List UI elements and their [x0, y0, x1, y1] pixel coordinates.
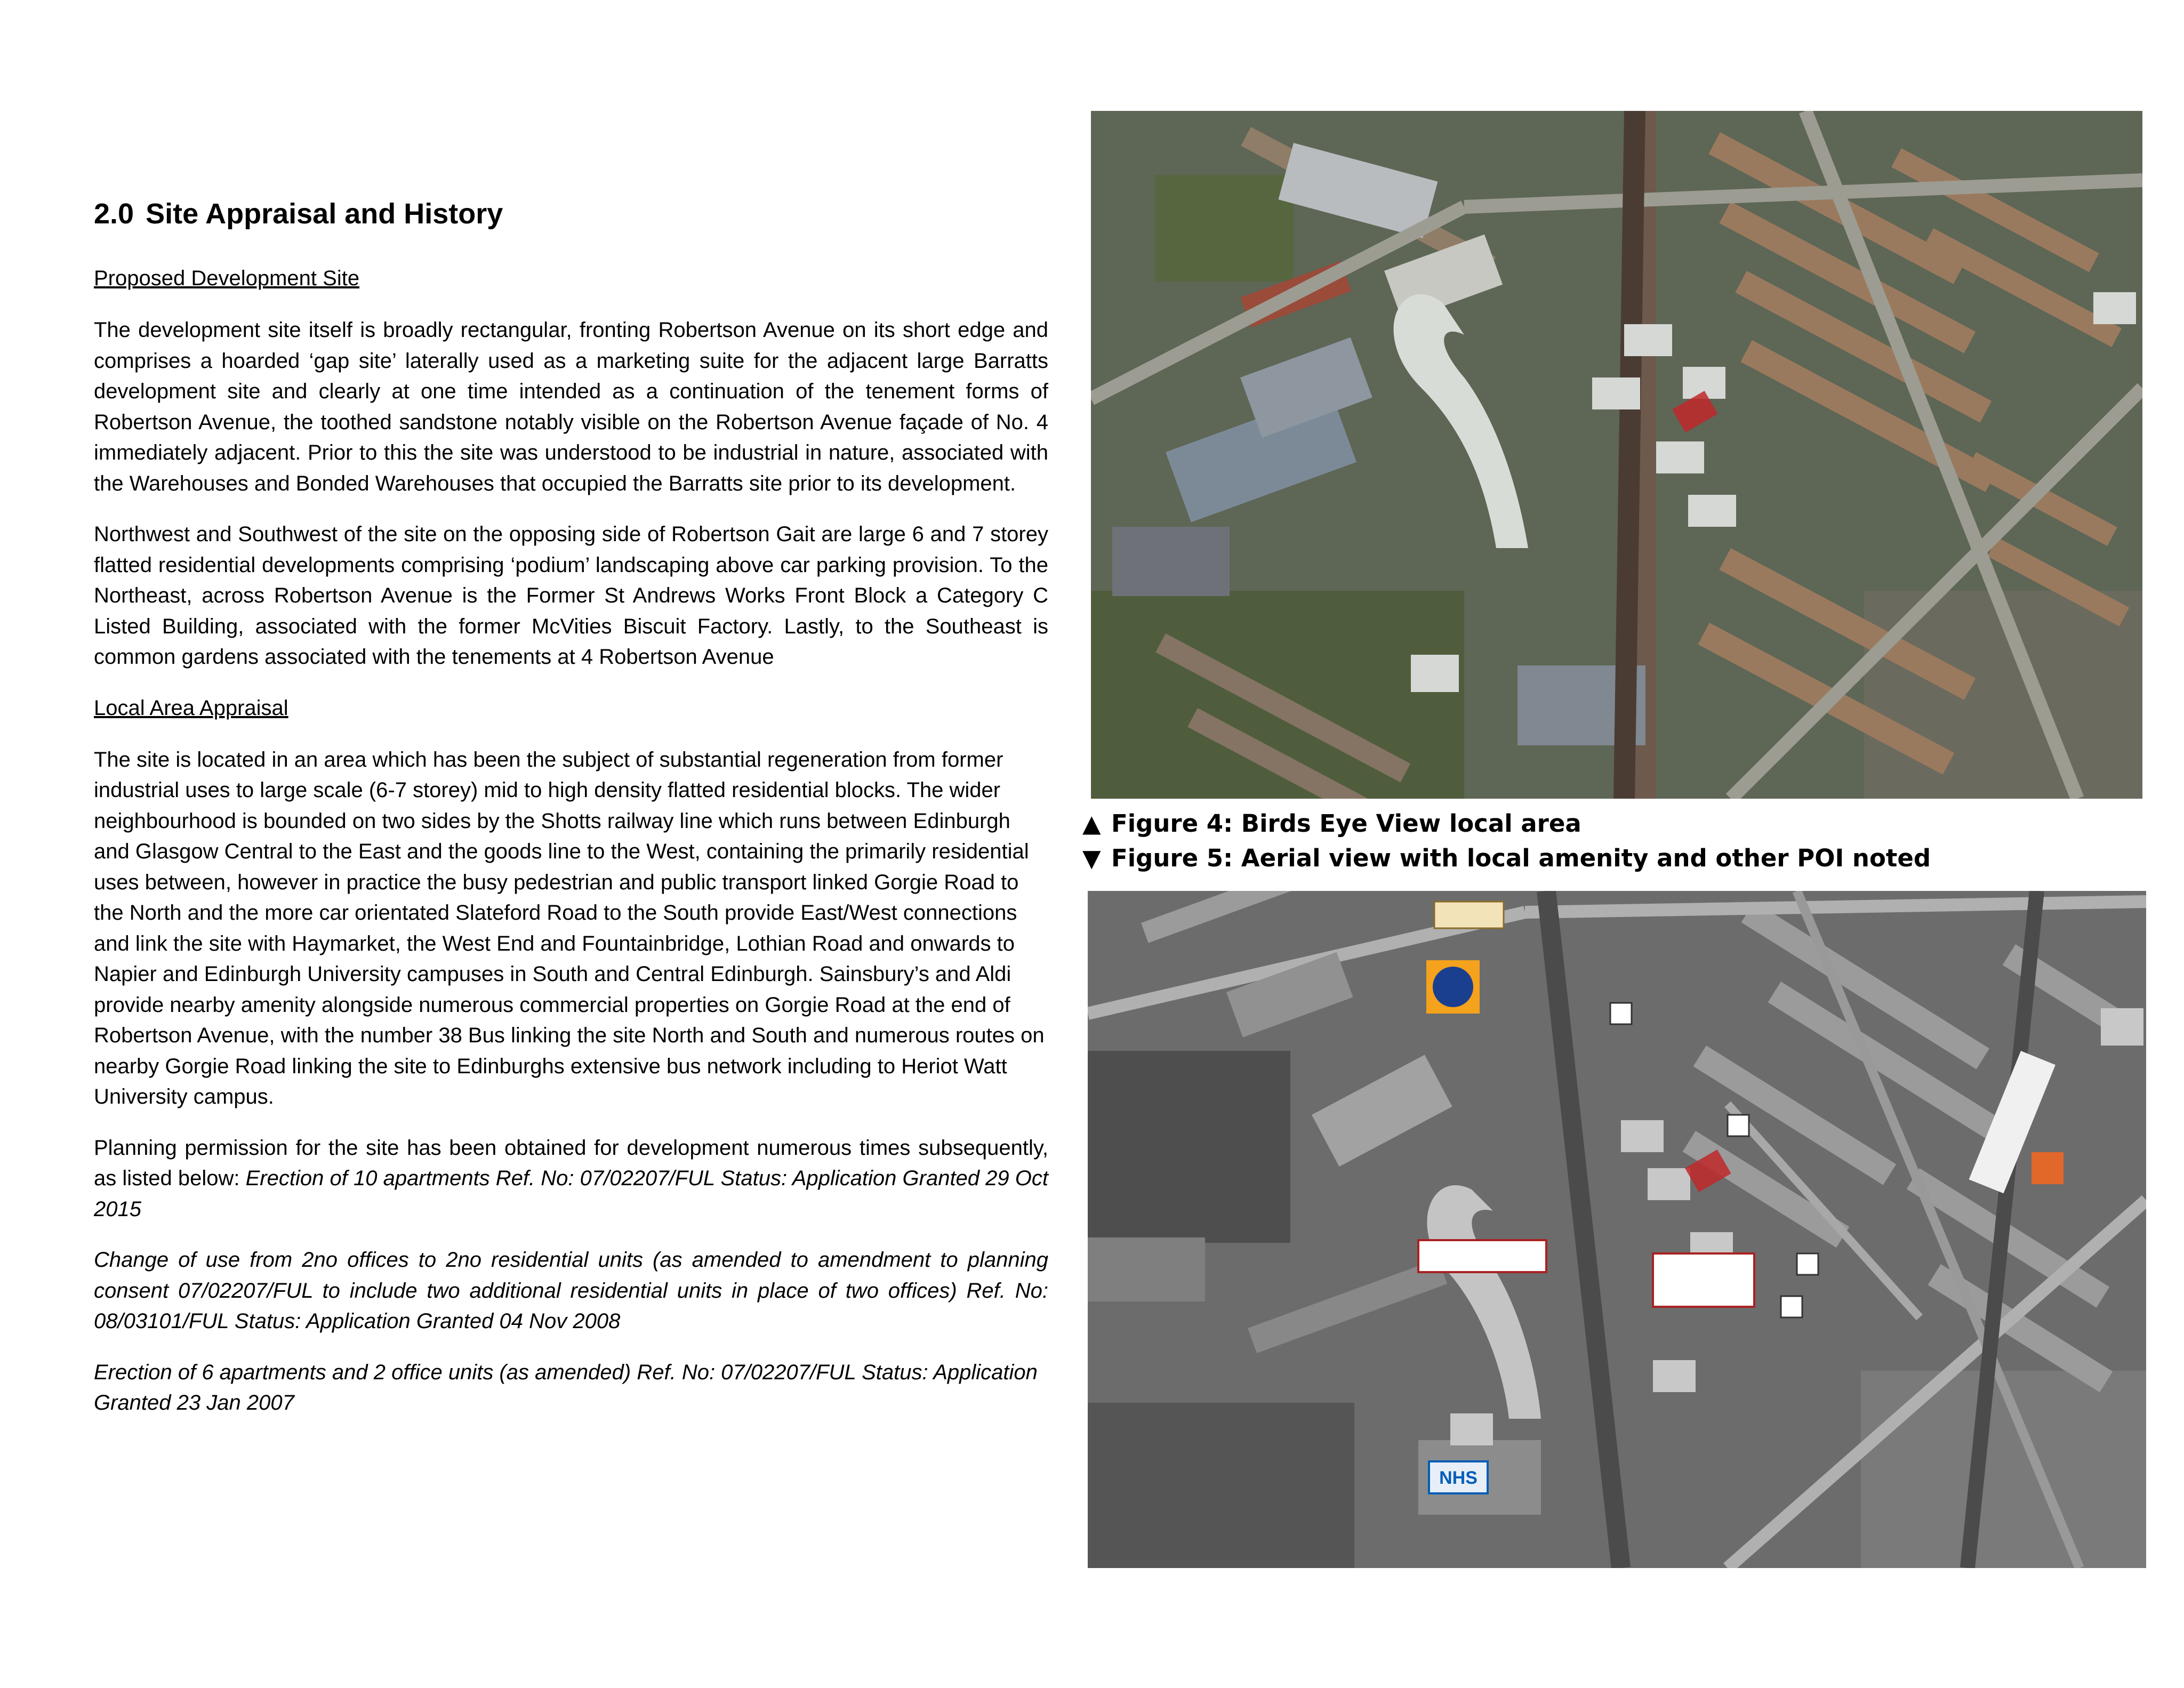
poi-label-box [1653, 1253, 1754, 1307]
triangle-down-icon: ▼ [1082, 844, 1101, 872]
text-column [94, 197, 1048, 1439]
figure-5-caption [1082, 844, 1931, 872]
aerial-photo-greyscale [1088, 891, 2146, 1568]
section-title: Site Appraisal and History [146, 198, 503, 230]
figure-4-caption-text: Figure 4: Birds Eye View local area [1111, 809, 1581, 838]
section-number: 2.0 [94, 198, 134, 230]
bus-stop-icon [1797, 1253, 1818, 1275]
paragraph-site-surroundings: Northwest and Southwest of the site on the opposing side of Robertson Gait are large 6 and 7 storey flatted residential developments comprising ‘podium’ landscaping above car parking provision. To the Northeast, across Robertson Avenue is the Former St Andrews Works Front Block a Category C Listed Building, associated with the former McVities Biscuit Factory. Lastly, to the Southeast is common gardens associated with the tenements at 4 Robertson Avenue [94, 523, 1048, 669]
nhs-label: NHS [1439, 1468, 1478, 1488]
bus-stop-icon [1781, 1296, 1802, 1317]
paragraph-site-description: The development site itself is broadly rectangular, fronting Robertson Avenue on its short edge and comprises a hoarded ‘gap site’ laterally used as a marketing suite for the adjacent large Barratts development site and clearly at one time intended as a continuation of the tenement forms of Robertson Avenue, the toothed sandstone notably visible on the Robertson Avenue façade of No. 4 immediately adjacent. Prior to this the site was understood to be industrial in nature, associated with the Warehouses and Bonded Warehouses that occupied the Barratts site prior to its development. [94, 318, 1048, 495]
subheading-proposed-site: Proposed Development Site [94, 267, 360, 290]
national-rail-icon [2032, 1152, 2063, 1184]
bus-stop-icon [1610, 1003, 1632, 1024]
paragraph-planning-permission [94, 1133, 1048, 1225]
figure-4-caption [1082, 809, 1581, 838]
subheading-local-area: Local Area Appraisal [94, 696, 288, 720]
triangle-up-icon: ▲ [1082, 809, 1101, 838]
planning-application-2: Change of use from 2no offices to 2no residential units (as amended to amendment to planning consent 07/02207/FUL to include two additional residential units in place of two offices) Ref. No: 08/03101/FUL Status: Application Granted 04 Nov 2008 [94, 1248, 1048, 1333]
planning-application-1: Erection of 10 apartments Ref. No: 07/02207/FUL Status: Application Granted 29 Oct 2015 [94, 1167, 1049, 1221]
figure-4-birds-eye-image [1091, 111, 2142, 799]
bus-stop-icon [1728, 1115, 1749, 1136]
paragraph-local-area: The site is located in an area which has been the subject of substantial regeneration from former industrial uses to large scale (6-7 storey) mid to high density flatted residential blocks. The wider neighbourhood is bounded on two sides by the Shotts railway line which runs between Edinburgh and Glasgow Central to the East and the goods line to the West, containing the primarily residential uses between, however in practice the busy pedestrian and public transport linked Gorgie Road to the North and the more car orientated Slateford Road to the South provide East/West connections and link the site with Haymarket, the West End and Fountainbridge, Lothian Road and onwards to Napier and Edinburgh University campuses in South and Central Edinburgh. Sainsbury’s and Aldi provide nearby amenity alongside numerous commercial properties on Gorgie Road at the end of Robertson Avenue, with the number 38 Bus linking the site North and South and numerous routes on nearby Gorgie Road linking the site to Edinburghs extensive bus network including to Heriot Watt University campus. [94, 747, 1045, 1108]
planning-intro: Planning permission for the site has been obtained for development numerous times subsequently, as listed below: [94, 1136, 1048, 1190]
poi-label-box [1418, 1240, 1546, 1272]
supermarket-marker-icon [1434, 902, 1504, 928]
planning-application-3: Erection of 6 apartments and 2 office units (as amended) Ref. No: 07/02207/FUL Status: Application Granted 23 Jan 2007 [94, 1360, 1038, 1414]
aerial-photo-color [1091, 111, 2142, 799]
section-heading [94, 197, 1048, 230]
figure-5-aerial-poi-image [1088, 891, 2146, 1568]
figure-5-caption-text: Figure 5: Aerial view with local amenity and other POI noted [1111, 844, 1931, 872]
